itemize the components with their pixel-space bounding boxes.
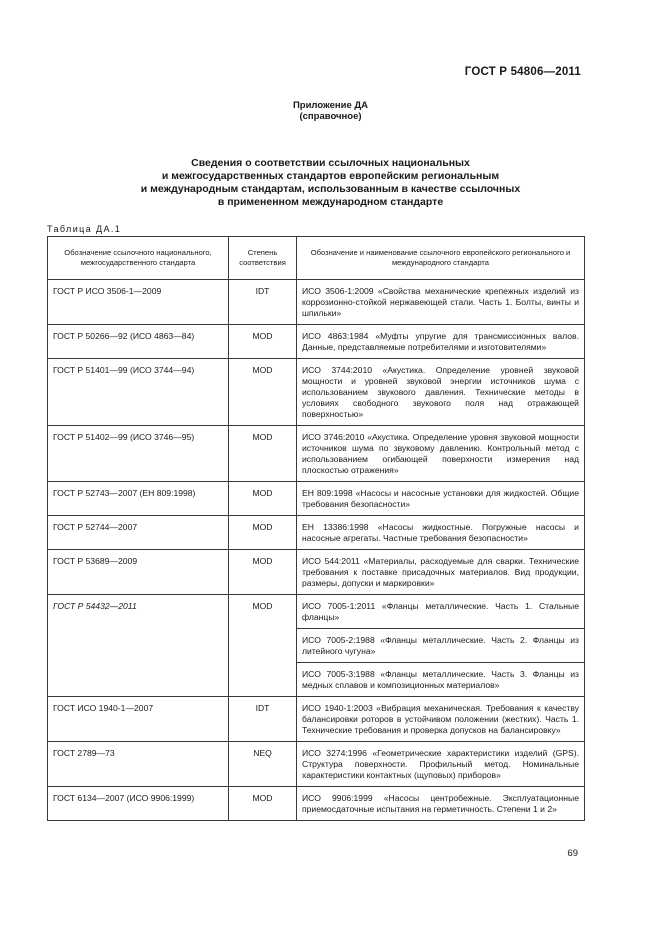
table-row xyxy=(48,482,585,516)
degree-cell: NEQ xyxy=(229,742,297,787)
national-standard-cell: ГОСТ Р 54432—2011 xyxy=(48,595,229,697)
reference-standard-cell: ИСО 1940-1:2003 «Вибрация механическая. Требования к качеству балансировки роторов в устойчивом положении (жестких). Часть 1. Технические требования и проверка допусков на балансировку» xyxy=(297,697,585,742)
table-row xyxy=(48,359,585,426)
table-label: Таблица ДА.1 xyxy=(47,224,122,234)
national-standard-cell: ГОСТ Р 51401—99 (ИСО 3744—94) xyxy=(48,359,229,426)
national-standard-cell: ГОСТ Р 51402—99 (ИСО 3746—95) xyxy=(48,426,229,482)
degree-cell: MOD xyxy=(229,595,297,697)
page-number: 69 xyxy=(567,848,578,859)
reference-standard-cell: ЕН 809:1998 «Насосы и насосные установки для жидкостей. Общие требования безопасности» xyxy=(297,482,585,516)
document-number: ГОСТ Р 54806—2011 xyxy=(464,66,581,78)
national-standard-cell: ГОСТ Р 52743—2007 (ЕН 809:1998) xyxy=(48,482,229,516)
table-row xyxy=(48,787,585,821)
section-title-line: и международным стандартам, использованным в качестве ссылочных xyxy=(140,183,521,195)
reference-standard-cell: ИСО 3744:2010 «Акустика. Определение уровней звуковой мощности и уровней звуковой энергии источников шума с использованием звукового давления. Технические методы в условиях свободного звукового поля над отражающей поверхностью» xyxy=(297,359,585,426)
national-standard-cell: ГОСТ Р 50266—92 (ИСО 4863—84) xyxy=(48,325,229,359)
correspondence-table xyxy=(47,236,585,821)
reference-standard-cell: ИСО 544:2011 «Материалы, расходуемые для сварки. Технические требования к поставке присадочных материалов. Вид продукции, размеры, допуски и маркировки» xyxy=(297,550,585,595)
reference-standard-cell: ИСО 3746:2010 «Акустика. Определение уровня звуковой мощности источников шума по звуковому давлению. Контрольный метод с использованием огибающей поверхности измерения над плоскостью отражения» xyxy=(297,426,585,482)
appendix-title: Приложение ДА xyxy=(292,100,369,111)
reference-standard-cell: ИСО 9906:1999 «Насосы центробежные. Эксплуатационные приемосдаточные испытания на герметичность. Степени 1 и 2» xyxy=(297,787,585,821)
table-header-row xyxy=(48,237,585,280)
table-row xyxy=(48,550,585,595)
reference-standard-cell: ИСО 3506-1:2009 «Свойства механические крепежных изделий из коррозионно-стойкой нержавеющей стали. Часть 1. Болты, винты и шпильки» xyxy=(297,280,585,325)
degree-cell: MOD xyxy=(229,426,297,482)
table-row xyxy=(48,697,585,742)
table-row xyxy=(48,516,585,550)
appendix-note: (справочное) xyxy=(299,111,362,122)
degree-cell: MOD xyxy=(229,325,297,359)
table-row xyxy=(48,742,585,787)
reference-standard-cell: ЕН 13386:1998 «Насосы жидкостные. Погружные насосы и насосные агрегаты. Частные требования безопасности» xyxy=(297,516,585,550)
degree-cell: MOD xyxy=(229,482,297,516)
reference-standard-cell: ИСО 4863:1984 «Муфты упругие для трансмиссионных валов. Данные, представляемые потребителями и изготовителями» xyxy=(297,325,585,359)
section-title-line: Сведения о соответствии ссылочных национальных xyxy=(191,157,470,169)
national-standard-cell: ГОСТ Р 52744—2007 xyxy=(48,516,229,550)
section-title-line: и межгосударственных стандартов европейским региональным xyxy=(161,170,500,182)
reference-standard-cell: ИСО 3274:1996 «Геометрические характеристики изделий (GPS). Структура поверхности. Профильный метод. Номинальные характеристики контактных (щуповых) приборов» xyxy=(297,742,585,787)
header-national-standard: Обозначение ссылочного национального, межгосударственного стандарта xyxy=(48,237,229,280)
table-row xyxy=(48,426,585,482)
header-reference-standard: Обозначение и наименование ссылочного европейского регионального и международного стандарта xyxy=(297,237,585,280)
degree-cell: MOD xyxy=(229,359,297,426)
table-row xyxy=(48,595,585,629)
degree-cell: IDT xyxy=(229,280,297,325)
header-degree: Степень соответствия xyxy=(229,237,297,280)
table-row xyxy=(48,325,585,359)
national-standard-cell: ГОСТ 6134—2007 (ИСО 9906:1999) xyxy=(48,787,229,821)
reference-standard-cell: ИСО 7005-1:2011 «Фланцы металлические. Часть 1. Стальные фланцы» xyxy=(297,595,585,629)
degree-cell: MOD xyxy=(229,550,297,595)
degree-cell: MOD xyxy=(229,787,297,821)
national-standard-cell: ГОСТ Р 53689—2009 xyxy=(48,550,229,595)
table-row xyxy=(48,280,585,325)
degree-cell: IDT xyxy=(229,697,297,742)
national-standard-cell: ГОСТ ИСО 1940-1—2007 xyxy=(48,697,229,742)
reference-standard-cell: ИСО 7005-2:1988 «Фланцы металлические. Часть 2. Фланцы из литейного чугуна» xyxy=(297,629,585,663)
degree-cell: MOD xyxy=(229,516,297,550)
national-standard-cell: ГОСТ Р ИСО 3506-1—2009 xyxy=(48,280,229,325)
reference-standard-cell: ИСО 7005-3:1988 «Фланцы металлические. Часть 3. Фланцы из медных сплавов и композиционных материалов» xyxy=(297,663,585,697)
section-title-line: в примененном международном стандарте xyxy=(217,196,444,208)
national-standard-cell: ГОСТ 2789—73 xyxy=(48,742,229,787)
appendix-heading xyxy=(0,100,661,122)
section-title xyxy=(0,157,661,209)
